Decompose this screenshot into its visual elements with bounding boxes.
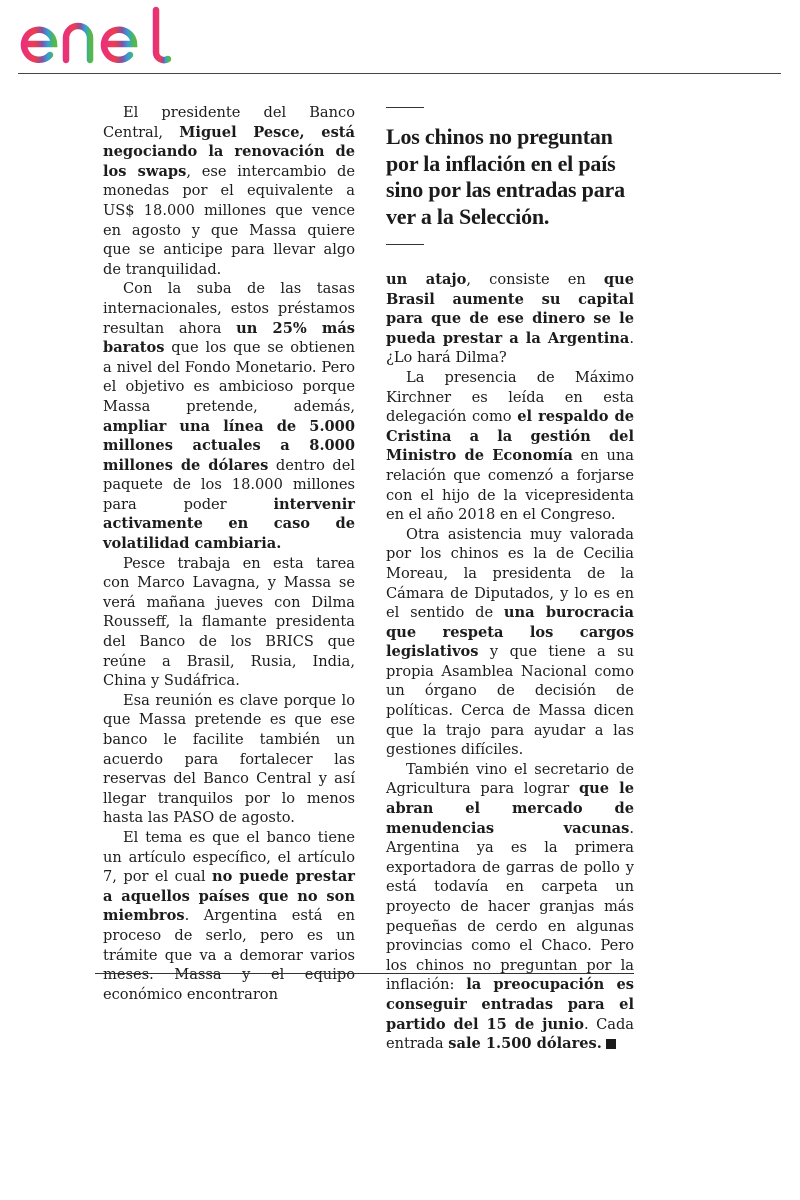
body-text: El presidente del Banco Central, bbox=[103, 104, 355, 141]
body-text: Otra asistencia muy valorada por los chinos es la de Cecilia Moreau, la presidenta de la Cámara de Diputados, y lo es en el sentido de bbox=[386, 525, 634, 622]
article-paragraph bbox=[103, 828, 355, 1004]
body-text: en una relación que comenzó a forjarse con el hijo de la vicepresidenta en el año 2018 en el Congreso. bbox=[386, 447, 634, 524]
bold-text: no puede prestar a aquellos países que no son miembros bbox=[103, 868, 355, 925]
bold-text: intervenir activamente en caso de volatilidad cambiaria. bbox=[103, 495, 355, 553]
article-paragraph bbox=[386, 760, 634, 1054]
bold-text: que Brasil aumente su capital para que de ese dinero se le pueda prestar a la Argentina bbox=[386, 271, 634, 347]
body-text: . Cada entrada bbox=[386, 1015, 634, 1053]
article-paragraph bbox=[103, 279, 355, 553]
footer-rule bbox=[95, 973, 634, 974]
pullquote-rule-top bbox=[386, 107, 424, 108]
bold-text: un 25% más baratos bbox=[103, 319, 355, 357]
body-text: dentro del paquete de los 18.000 millones para poder bbox=[103, 456, 355, 513]
bold-text: el respaldo de Cristina a la gestión del Ministro de Economía bbox=[386, 408, 634, 465]
pullquote-rule-bottom bbox=[386, 244, 424, 245]
enel-logo bbox=[16, 2, 186, 68]
bold-text: la preocupación es conseguir entradas para el partido del 15 de junio bbox=[386, 976, 634, 1033]
article-paragraph bbox=[103, 554, 355, 691]
article-paragraph bbox=[386, 525, 634, 760]
body-text: . Argentina está en proceso de serlo, pero es un trámite que va a demorar varios meses. Massa y el equipo económico encontraron bbox=[103, 907, 355, 1003]
body-text: . ¿Lo hará Dilma? bbox=[386, 329, 634, 367]
body-text: Pesce trabaja en esta tarea con Marco Lavagna, y Massa se verá mañana jueves con Dilma Rousseff, la flamante presidenta del Banco de los BRICS que reúne a Brasil, Rusia, India, China y Sudáfrica. bbox=[103, 554, 355, 690]
body-text: que los que se obtienen a nivel del Fondo Monetario. Pero el objetivo es ambicioso porque Massa pretende, además, bbox=[103, 339, 355, 415]
bold-text: una burocracia que respeta los cargos legislativos bbox=[386, 604, 634, 661]
body-text: Esa reunión es clave porque lo que Massa pretende es que ese banco le facilite también un acuerdo para fortalecer las reservas del Banco Central y así llegar tranquilos por lo menos hasta las PASO de agosto. bbox=[103, 691, 355, 827]
body-text: y que tiene a su propia Asamblea Nacional como un órgano de decisión de políticas. Cerca de Massa dicen que la trajo para ayudar a las gestiones difíciles. bbox=[386, 643, 634, 759]
header-rule bbox=[18, 73, 781, 74]
body-text: , consiste en bbox=[466, 271, 604, 288]
article-paragraph bbox=[386, 368, 634, 525]
body-text: Con la suba de las tasas internacionales, estos préstamos resultan ahora bbox=[103, 280, 355, 337]
bold-text: un atajo bbox=[386, 271, 467, 288]
bold-text: Miguel Pesce, está negociando la renovación de los swaps bbox=[103, 123, 355, 180]
body-text: . Argentina ya es la primera exportadora de garras de pollo y está todavía en carpeta un proyecto de hacer granjas más pequeñas de cerdo en algunas provincias como el Chaco. Pero los chinos no preguntan por la inflación: bbox=[386, 819, 634, 994]
article-paragraph bbox=[103, 103, 355, 279]
bold-text: ampliar una línea de 5.000 millones actuales a 8.000 millones de dólares bbox=[103, 417, 355, 474]
article-column-left bbox=[103, 103, 355, 1004]
pullquote: Los chinos no preguntan por la inflación en el país sino por las entradas para ver a la Selección. bbox=[386, 124, 625, 229]
article-paragraph bbox=[386, 270, 634, 368]
end-of-article-mark bbox=[606, 1039, 616, 1049]
body-text: El tema es que el banco tiene un artículo específico, el artículo 7, por el cual bbox=[103, 828, 355, 886]
article-paragraph bbox=[103, 691, 355, 828]
body-text: La presencia de Máximo Kirchner es leída en esta delegación como bbox=[386, 368, 634, 426]
article-column-right bbox=[386, 270, 634, 1054]
body-text: , ese intercambio de monedas por el equivalente a US$ 18.000 millones que vence en agosto y que Massa quiere que se anticipe para llevar algo de tranquilidad. bbox=[103, 162, 355, 278]
body-text: También vino el secretario de Agricultura para lograr bbox=[386, 760, 634, 798]
bold-text: sale 1.500 dólares. bbox=[448, 1035, 602, 1053]
bold-text: que le abran el mercado de menudencias vacunas bbox=[386, 780, 634, 837]
